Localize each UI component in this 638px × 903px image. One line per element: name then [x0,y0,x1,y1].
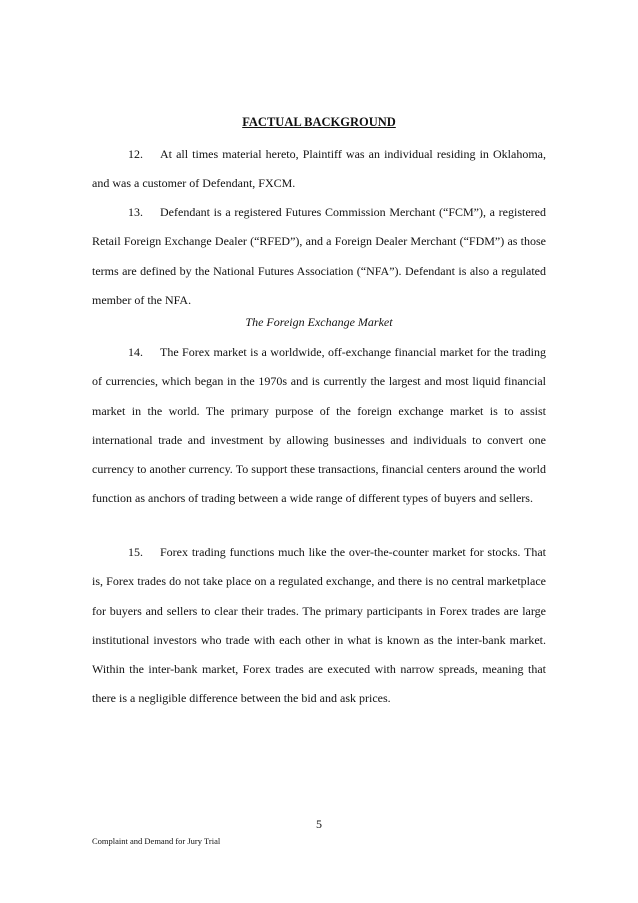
paragraph-number: 15. [128,545,143,559]
paragraph-text: At all times material hereto, Plaintiff was an individual residing in Oklahoma, and was a customer of Defendant, FXCM. [92,147,546,191]
paragraph-number: 12. [128,147,143,161]
paragraph-13 [92,198,546,315]
paragraph-14 [92,338,546,514]
paragraph-text: Forex trading functions much like the over-the-counter market for stocks. That is, Forex trades do not take place on a regulated exchange, and there is no central marketplace for buyers and sellers to clear their trades. The primary participants in Forex trades are large institutional investors who trade with each other in what is known as the inter-bank market. Within the inter-bank market, Forex trades are executed with narrow spreads, meaning that there is a negligible difference between the bid and ask prices. [92,545,546,706]
section-heading: FACTUAL BACKGROUND [242,115,396,129]
footer-title: Complaint and Demand for Jury Trial [92,836,221,846]
subsection-heading: The Foreign Exchange Market [245,315,393,329]
paragraph-text: The Forex market is a worldwide, off-exchange financial market for the trading of currencies, which began in the 1970s and is currently the largest and most liquid financial market in the world. The primary purpose of the foreign exchange market is to assist international trade and investment by allowing businesses and individuals to convert one currency to another currency. To support these transactions, financial centers around the world function as anchors of trading between a wide range of different types of buyers and sellers. [92,345,546,506]
paragraph-15 [92,538,546,714]
paragraph-number: 14. [128,345,143,359]
page-number: 5 [316,817,322,831]
paragraph-12 [92,140,546,199]
paragraph-text: Defendant is a registered Futures Commission Merchant (“FCM”), a registered Retail Foreign Exchange Dealer (“RFED”), and a Foreign Dealer Merchant (“FDM”) as those terms are defined by the National Futures Association (“NFA”). Defendant is also a regulated member of the NFA. [92,205,546,307]
paragraph-number: 13. [128,205,143,219]
